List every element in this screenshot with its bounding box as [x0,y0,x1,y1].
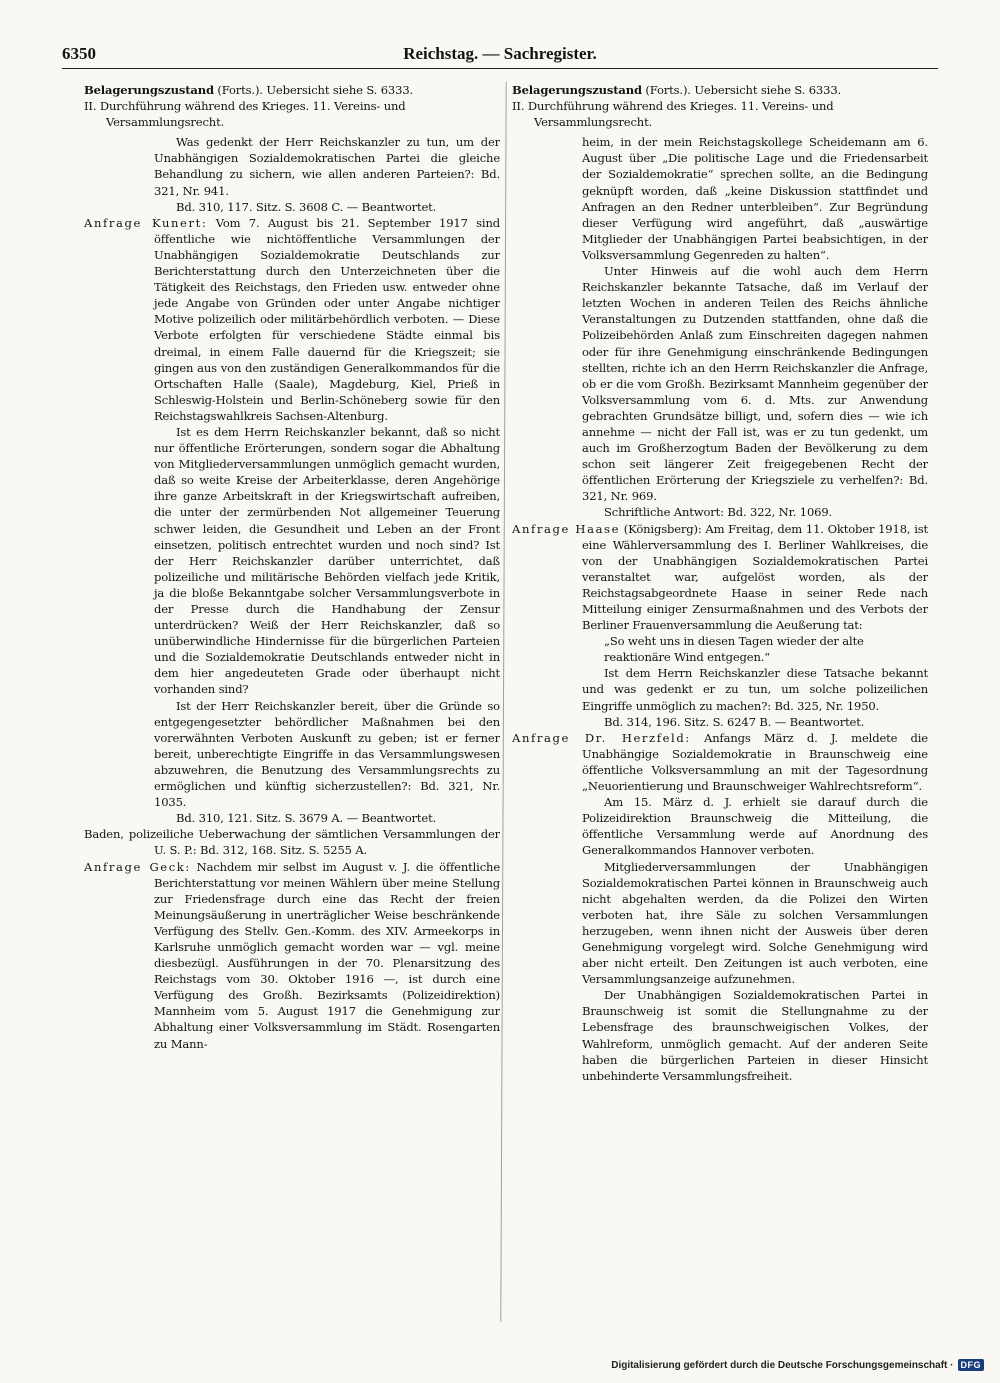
page-header [62,42,938,69]
subsection-heading: II. Durchführung während des Krieges. 11. Vereins- und Versammlungsrecht. [512,99,834,130]
column-divider [500,82,506,1322]
subsection-heading: II. Durchführung während des Krieges. 11. Vereins- und Versammlungsrecht. [84,99,406,130]
paragraph: Am 15. März d. J. erhielt sie darauf durch die Polizeidirektion Braunschweig die Mitteilung, die öffentliche Versammlung werde auf Anordnung des Generalkommandos Hannover verboten. [582,795,928,858]
paragraph: Ist dem Herrn Reichskanzler diese Tatsache bekannt und was gedenkt er zu tun, um solche polizeilichen Eingriffe unmöglich zu machen?: Bd. 325, Nr. 1950. [582,666,928,713]
paragraph: Was gedenkt der Herr Reichskanzler zu tun, um der Unabhängigen Sozialdemokratischen Partei die gleiche Behandlung zu sichern, wie allen anderen Parteien?: Bd. 321, Nr. 941. [154,135,500,198]
entry-kunert: Anfrage Kunert: Vom 7. August bis 21. September 1917 sind öffentliche wie nichtöffentliche Versammlungen der Unabhängigen Sozialdemokratie Deutschlands zur Berichterstattung durch den Unterzeichneten über die Tätigkeit des Reichstags, den Frieden usw. entweder ohne jede Angabe von Gründen oder unter Angabe nichtiger Motive polizeilich oder militärbehördlich verboten. — Diese Verbote erfolgten für verschiedene Städte einmal bis dreimal, in einem Falle dauernd für die Kriegszeit; sie gingen aus von den zuständigen Generalkommandos für die Ortschaften Halle (Saale), Magdeburg, Kiel, Prieß in Schleswig-Holstein und Berlin-Schöneberg sowie für den Reichstagswahlkreis Sachsen-Altenburg. [84,215,500,423]
paragraph: Mitgliederversammlungen der Unabhängigen Sozialdemokratischen Partei können in Braunschweig auch nicht abgehalten werden, da die Polizei den Wirten verboten hat, ihre Säle zu solchen Versammlungen herzugeben, wenn ihnen nicht der Ausweis über deren Genehmigung vorgelegt wird. Solche Genehmigung wird aber nicht erteilt. Den Zeitungen ist auch verboten, eine Versammlungsanzeige aufzunehmen. [582,859,928,987]
reference-line: Bd. 310, 117. Sitz. S. 3608 C. — Beantwortet. [176,199,437,214]
paragraph-continued: heim, in der mein Reichstagskollege Scheidemann am 6. August über „Die politische Lage und die Friedensarbeit der Sozialdemokratie“ sprechen sollte, an die Bedingung geknüpft worden, daß „keine Diskussion stattfindet und Anfragen an den Redner unterbleiben“. Zur Begründung dieser Verfügung wird angeführt, daß „auswärtige Mitglieder der Unabhängigen Partei beabsichtigen, in der Volksversammlung Gegenreden zu halten“. [582,135,928,262]
paragraph: Ist der Herr Reichskanzler bereit, über die Gründe so entgegengesetzter behördlicher Maßnahmen bei den vorerwähnten Verboten Auskunft zu geben; ist er ferner bereit, unberechtigte Eingriffe in das Versammlungswesen abzuwehren, die Benutzung des Versammlungsrechts zu ermöglichen und künftig sicherzustellen?: Bd. 321, Nr. 1035. [154,698,500,810]
reference-line: Bd. 314, 196. Sitz. S. 6247 B. — Beantwortet. [604,714,865,729]
left-column [84,82,500,1327]
paragraph: Der Unabhängigen Sozialdemokratischen Partei in Braunschweig ist somit die Stellungnahme zu der Lebensfrage des braunschweigischen Volkes, der Wahlreform, unmöglich gemacht. Auf der anderen Seite haben die bürgerlichen Parteien in dieser Hinsicht unbehinderte Versammlungsfreiheit. [582,988,928,1083]
paragraph: Unter Hinweis auf die wohl auch dem Herrn Reichskanzler bekannte Tatsache, daß im Verlauf der letzten Wochen in anderen Teilen des Reichs ähnliche Veranstaltungen zu Dutzenden stattfanden, ohne daß die Polizeibehörden Anlaß zum Einschreiten dagegen nahmen oder für ihre Genehmigung einschränkende Bedingungen stellten, richte ich an den Herrn Reichskanzler die Anfrage, ob er die vom Großh. Bezirksamt Mannheim gegenüber der Volksversammlung vom 6. d. Mts. zur Anwendung gebrachten Grundsätze billigt, und, sofern dies — wie ich annehme — nicht der Fall ist, was er zu tun gedenkt, um auch im Großherzogtum Baden der Bevölkerung zu dem schon seit längerer Zeit freigegebenen Recht der öffentlichen Erörterung der Kriegsziele zu verhelfen?: Bd. 321, Nr. 969. [582,264,928,504]
section-heading: Belagerungszustand (Forts.). Uebersicht siehe S. 6333. [512,83,842,97]
digitization-footer [611,1357,984,1373]
footer-text: Digitalisierung gefördert durch die Deutsche Forschungsgemeinschaft · [611,1359,954,1371]
entry-geck: Anfrage Geck: Nachdem mir selbst im August v. J. die öffentliche Berichterstattung vor meinen Wählern über meine Stellung zur Friedensfrage durch eine das Recht der freien Meinungsäußerung in unerträglicher Weise beschränkende Verfügung des Stellv. Gen.-Komm. des XIV. Armeekorps in Karlsruhe unmöglich gemacht worden war — vgl. meine diesbezügl. Ausführungen in der 70. Plenarsitzung des Reichstags vom 30. Oktober 1916 —, ist durch eine Verfügung des Großh. Bezirksamts (Polizeidirektion) Mannheim vom 5. August 1917 die Genehmigung zur Abhaltung einer Volksversammlung im Städt. Rosengarten zu Mann- [84,859,500,1051]
running-head: Reichstag. — Sachregister. [403,44,597,63]
dfg-logo-icon: DFG [958,1359,985,1371]
entry-herzfeld: Anfrage Dr. Herzfeld: Anfangs März d. J. meldete die Unabhängige Sozialdemokratie in Braunschweig eine öffentliche Volksversammlung an mit der Tagesordnung „Neuorientierung und Braunschweiger Wahlrechtsreform“. [512,730,928,794]
paragraph: Ist es dem Herrn Reichskanzler bekannt, daß so nicht nur öffentliche Erörterungen, sondern sogar die Abhaltung von Mitgliederversammlungen unmöglich gemacht wurden, daß so weite Kreise der Arbeiterklasse, deren Angehörige ihre ganze Arbeitskraft in der Kriegswirtschaft aufreiben, die unter der zermürbenden Not allgemeiner Teuerung schwer leiden, die Gesundheit und Leben an der Front einsetzen, politisch entrechtet wurden und noch sind? Ist der Herr Reichskanzler darüber unterrichtet, daß polizeiliche und militärische Behörden vielfach jede Kritik, ja die bloße Bekanntgabe solcher Versammlungsverbote in der Presse durch die Handhabung der Zensur unterdrücken? Weiß der Herr Reichskanzler, daß so unüberwindliche Hindernisse für die bürgerlichen Parteien und die Sozialdemokratie Deutschlands entweder nicht in dem hier angedeuteten Grade oder überhaupt nicht vorhanden sind? [154,424,500,697]
reference-line: Schriftliche Antwort: Bd. 322, Nr. 1069. [604,505,833,520]
quotation: „So weht uns in diesen Tagen wieder der alte reaktionäre Wind entgegen.“ [604,634,864,665]
reference-line: Bd. 310, 121. Sitz. S. 3679 A. — Beantwortet. [176,811,437,826]
entry-baden: Baden, polizeiliche Ueberwachung der sämtlichen Versammlungen der U. S. P.: Bd. 312, 168. Sitz. S. 5255 A. [84,827,500,858]
page-number: 6350 [62,44,96,63]
entry-haase: Anfrage Haase (Königsberg): Am Freitag, dem 11. Oktober 1918, ist eine Wählerversammlung des I. Berliner Wahlkreises, die von der Unabhängigen Sozialdemokratischen Partei veranstaltet war, aufgelöst worden, als der Reichstagsabgeordnete Haase in seiner Rede nach Mitteilung einiger Zensurmaßnahmen und des Verbots der Berliner Frauenversammlung die Aeußerung tat: [512,521,928,633]
section-heading: Belagerungszustand (Forts.). Uebersicht siehe S. 6333. [84,83,414,97]
right-column [512,82,928,1327]
